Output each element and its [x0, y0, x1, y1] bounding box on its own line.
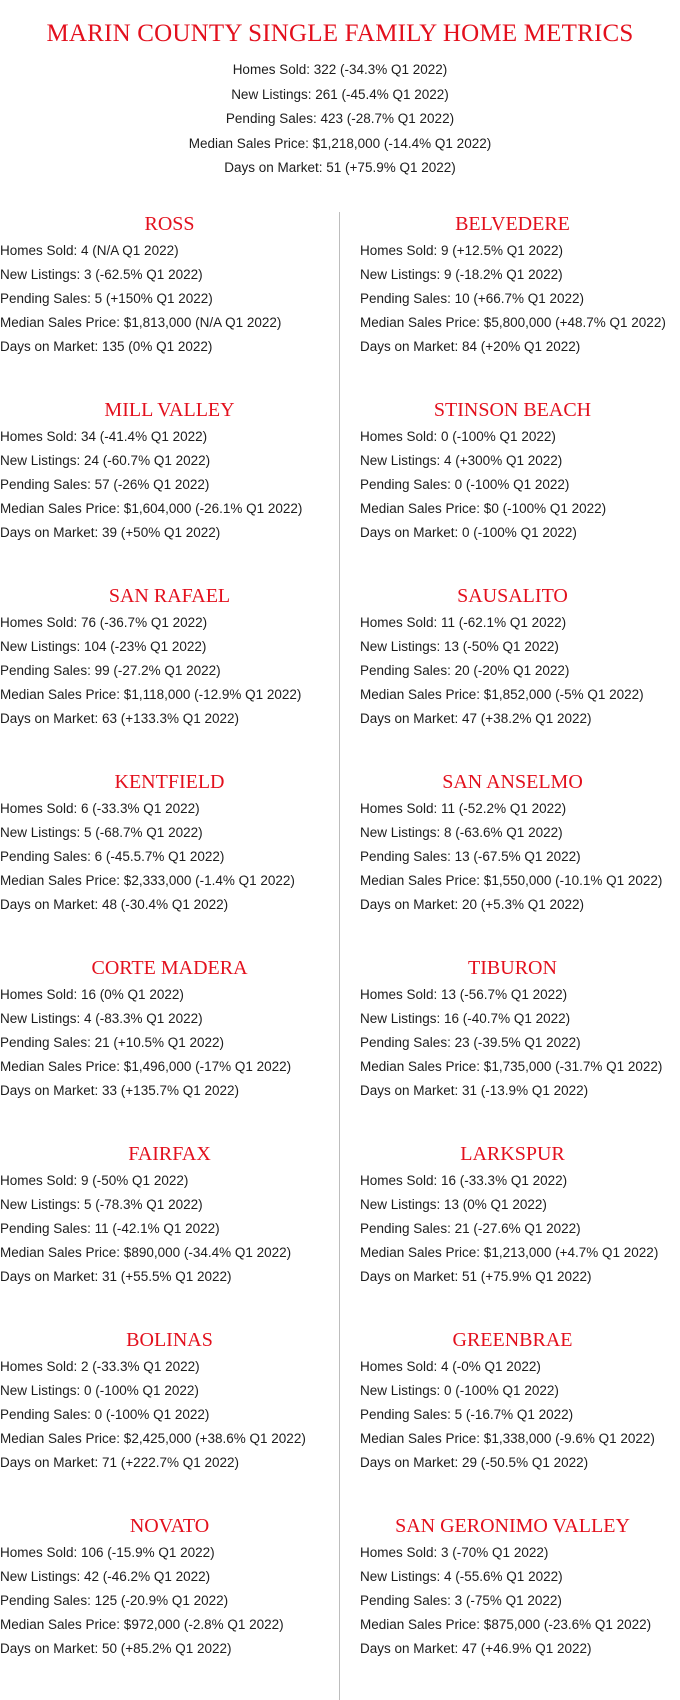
town-section	[360, 770, 680, 956]
town-section	[0, 584, 339, 770]
metric-homes-sold: Homes Sold: 9 (-50% Q1 2022)	[0, 1173, 189, 1188]
town-name: SAN ANSELMO	[442, 771, 583, 793]
metric-pending-sales: Pending Sales: 99 (-27.2% Q1 2022)	[0, 663, 221, 678]
metric-new-listings: New Listings: 3 (-62.5% Q1 2022)	[0, 267, 203, 282]
metric-new-listings: New Listings: 42 (-46.2% Q1 2022)	[0, 1569, 211, 1584]
metric-homes-sold: Homes Sold: 11 (-62.1% Q1 2022)	[360, 615, 567, 630]
metric-homes-sold: Homes Sold: 4 (N/A Q1 2022)	[0, 243, 179, 258]
town-name: BOLINAS	[126, 1329, 213, 1351]
metric-median-sales-price: Median Sales Price: $0 (-100% Q1 2022)	[360, 501, 607, 516]
town-name: FAIRFAX	[128, 1143, 211, 1165]
metric-new-listings: New Listings: 0 (-100% Q1 2022)	[360, 1383, 559, 1398]
town-name: LARKSPUR	[460, 1143, 565, 1165]
town-name: SAN GERONIMO VALLEY	[395, 1515, 630, 1537]
metric-pending-sales: Pending Sales: 6 (-45.5.7% Q1 2022)	[0, 849, 225, 864]
metric-median-sales-price: Median Sales Price: $1,813,000 (N/A Q1 2022)	[0, 315, 282, 330]
metric-median-sales-price: Median Sales Price: $972,000 (-2.8% Q1 2022)	[0, 1617, 284, 1632]
metric-new-listings: New Listings: 16 (-40.7% Q1 2022)	[360, 1011, 571, 1026]
metric-new-listings: New Listings: 5 (-68.7% Q1 2022)	[0, 825, 203, 840]
metric-median-sales-price: Median Sales Price: $1,496,000 (-17% Q1 2022)	[0, 1059, 292, 1074]
town-section	[360, 398, 680, 584]
town-section	[360, 1514, 680, 1700]
town-section	[360, 956, 680, 1142]
metric-pending-sales: Pending Sales: 3 (-75% Q1 2022)	[360, 1593, 562, 1608]
metric-new-listings: New Listings: 4 (-83.3% Q1 2022)	[0, 1011, 203, 1026]
town-section	[0, 398, 339, 584]
town-section	[0, 1514, 339, 1700]
metric-pending-sales: Pending Sales: 10 (+66.7% Q1 2022)	[360, 291, 585, 306]
metric-days-on-market: Days on Market: 47 (+46.9% Q1 2022)	[360, 1641, 592, 1656]
metric-days-on-market: Days on Market: 29 (-50.5% Q1 2022)	[360, 1455, 589, 1470]
metric-pending-sales: Pending Sales: 11 (-42.1% Q1 2022)	[0, 1221, 220, 1236]
metric-median-sales-price: Median Sales Price: $875,000 (-23.6% Q1 2022)	[360, 1617, 652, 1632]
metric-homes-sold: Homes Sold: 16 (0% Q1 2022)	[0, 987, 184, 1002]
metric-days-on-market: Days on Market: 63 (+133.3% Q1 2022)	[0, 711, 240, 726]
metric-pending-sales: Pending Sales: 5 (+150% Q1 2022)	[0, 291, 213, 306]
metric-days-on-market: Days on Market: 51 (+75.9% Q1 2022)	[360, 1269, 592, 1284]
town-name: MILL VALLEY	[104, 399, 235, 421]
town-section	[0, 212, 339, 398]
metric-days-on-market: Days on Market: 50 (+85.2% Q1 2022)	[0, 1641, 232, 1656]
metric-median-sales-price: Median Sales Price: $890,000 (-34.4% Q1 2022)	[0, 1245, 292, 1260]
right-column	[360, 212, 680, 1700]
metric-pending-sales: Pending Sales: 23 (-39.5% Q1 2022)	[360, 1035, 581, 1050]
metric-new-listings: New Listings: 24 (-60.7% Q1 2022)	[0, 453, 211, 468]
metric-pending-sales: Pending Sales: 21 (-27.6% Q1 2022)	[360, 1221, 581, 1236]
town-name: ROSS	[144, 213, 195, 235]
metric-pending-sales: Pending Sales: 21 (+10.5% Q1 2022)	[0, 1035, 225, 1050]
town-name: CORTE MADERA	[91, 957, 248, 979]
metric-median-sales-price: Median Sales Price: $1,550,000 (-10.1% Q1 2022)	[360, 873, 663, 888]
metric-median-sales-price: Median Sales Price: $2,425,000 (+38.6% Q1 2022)	[0, 1431, 306, 1446]
town-name: SAUSALITO	[457, 585, 568, 607]
page-title: MARIN COUNTY SINGLE FAMILY HOME METRICS	[46, 20, 634, 47]
metric-homes-sold: Homes Sold: 9 (+12.5% Q1 2022)	[360, 243, 563, 258]
metric-days-on-market: Days on Market: 47 (+38.2% Q1 2022)	[360, 711, 592, 726]
metric-pending-sales: Pending Sales: 0 (-100% Q1 2022)	[0, 1407, 210, 1422]
metric-days-on-market: Days on Market: 71 (+222.7% Q1 2022)	[0, 1455, 240, 1470]
metric-median-sales-price: Median Sales Price: $2,333,000 (-1.4% Q1 2022)	[0, 873, 295, 888]
metric-days-on-market: Days on Market: 33 (+135.7% Q1 2022)	[0, 1083, 240, 1098]
metric-homes-sold: Homes Sold: 34 (-41.4% Q1 2022)	[0, 429, 208, 444]
metric-homes-sold: Homes Sold: 13 (-56.7% Q1 2022)	[360, 987, 568, 1002]
town-name: STINSON BEACH	[433, 399, 592, 421]
town-section	[360, 1328, 680, 1514]
metric-new-listings: New Listings: 13 (0% Q1 2022)	[360, 1197, 547, 1212]
metric-new-listings: New Listings: 0 (-100% Q1 2022)	[0, 1383, 199, 1398]
metric-pending-sales: Pending Sales: 125 (-20.9% Q1 2022)	[0, 1593, 229, 1608]
county-summary	[0, 58, 680, 181]
metric-days-on-market: Days on Market: 84 (+20% Q1 2022)	[360, 339, 581, 354]
metric-homes-sold: Homes Sold: 76 (-36.7% Q1 2022)	[0, 615, 208, 630]
summary-days-on-market: Days on Market: 51 (+75.9% Q1 2022)	[224, 160, 456, 175]
town-name: GREENBRAE	[452, 1329, 573, 1351]
town-name: NOVATO	[129, 1515, 210, 1537]
metric-pending-sales: Pending Sales: 57 (-26% Q1 2022)	[0, 477, 210, 492]
column-divider	[339, 212, 340, 1700]
town-section	[0, 956, 339, 1142]
town-name: KENTFIELD	[114, 771, 225, 793]
town-name: SAN RAFAEL	[108, 585, 231, 607]
metric-homes-sold: Homes Sold: 4 (-0% Q1 2022)	[360, 1359, 541, 1374]
metric-new-listings: New Listings: 9 (-18.2% Q1 2022)	[360, 267, 563, 282]
metric-days-on-market: Days on Market: 31 (-13.9% Q1 2022)	[360, 1083, 589, 1098]
metric-pending-sales: Pending Sales: 0 (-100% Q1 2022)	[360, 477, 570, 492]
summary-median-price: Median Sales Price: $1,218,000 (-14.4% Q1 2022)	[188, 135, 492, 151]
metric-homes-sold: Homes Sold: 106 (-15.9% Q1 2022)	[0, 1545, 215, 1560]
metric-new-listings: New Listings: 8 (-63.6% Q1 2022)	[360, 825, 563, 840]
metric-homes-sold: Homes Sold: 6 (-33.3% Q1 2022)	[0, 801, 200, 816]
town-name: TIBURON	[468, 957, 557, 979]
summary-new-listings: New Listings: 261 (-45.4% Q1 2022)	[231, 86, 449, 102]
metric-days-on-market: Days on Market: 0 (-100% Q1 2022)	[360, 525, 577, 540]
metric-homes-sold: Homes Sold: 16 (-33.3% Q1 2022)	[360, 1173, 568, 1188]
town-name: BELVEDERE	[455, 213, 570, 235]
left-column	[0, 212, 339, 1700]
summary-homes-sold: Homes Sold: 322 (-34.3% Q1 2022)	[232, 62, 448, 77]
metric-days-on-market: Days on Market: 20 (+5.3% Q1 2022)	[360, 897, 584, 912]
metric-median-sales-price: Median Sales Price: $1,213,000 (+4.7% Q1 2022)	[360, 1245, 659, 1260]
metric-homes-sold: Homes Sold: 0 (-100% Q1 2022)	[360, 429, 556, 444]
metric-new-listings: New Listings: 4 (+300% Q1 2022)	[360, 453, 563, 468]
metric-pending-sales: Pending Sales: 20 (-20% Q1 2022)	[360, 663, 570, 678]
metric-pending-sales: Pending Sales: 5 (-16.7% Q1 2022)	[360, 1407, 574, 1422]
town-section	[0, 1328, 339, 1514]
metric-median-sales-price: Median Sales Price: $1,852,000 (-5% Q1 2022)	[360, 687, 644, 702]
metric-days-on-market: Days on Market: 135 (0% Q1 2022)	[0, 339, 213, 354]
metric-days-on-market: Days on Market: 39 (+50% Q1 2022)	[0, 525, 221, 540]
metric-days-on-market: Days on Market: 48 (-30.4% Q1 2022)	[0, 897, 229, 912]
metric-median-sales-price: Median Sales Price: $1,735,000 (-31.7% Q1 2022)	[360, 1059, 663, 1074]
metric-median-sales-price: Median Sales Price: $5,800,000 (+48.7% Q1 2022)	[360, 315, 666, 330]
metric-pending-sales: Pending Sales: 13 (-67.5% Q1 2022)	[360, 849, 581, 864]
metric-median-sales-price: Median Sales Price: $1,338,000 (-9.6% Q1 2022)	[360, 1431, 655, 1446]
town-section	[360, 584, 680, 770]
metric-median-sales-price: Median Sales Price: $1,604,000 (-26.1% Q1 2022)	[0, 501, 303, 516]
metric-new-listings: New Listings: 13 (-50% Q1 2022)	[360, 639, 559, 654]
metric-days-on-market: Days on Market: 31 (+55.5% Q1 2022)	[0, 1269, 232, 1284]
metric-new-listings: New Listings: 104 (-23% Q1 2022)	[0, 639, 207, 654]
metric-new-listings: New Listings: 4 (-55.6% Q1 2022)	[360, 1569, 563, 1584]
metric-homes-sold: Homes Sold: 2 (-33.3% Q1 2022)	[0, 1359, 200, 1374]
metric-homes-sold: Homes Sold: 3 (-70% Q1 2022)	[360, 1545, 549, 1560]
metric-median-sales-price: Median Sales Price: $1,118,000 (-12.9% Q1 2022)	[0, 687, 302, 702]
town-section	[360, 1142, 680, 1328]
town-section	[0, 770, 339, 956]
metric-homes-sold: Homes Sold: 11 (-52.2% Q1 2022)	[360, 801, 567, 816]
metric-new-listings: New Listings: 5 (-78.3% Q1 2022)	[0, 1197, 203, 1212]
summary-pending-sales: Pending Sales: 423 (-28.7% Q1 2022)	[225, 111, 455, 126]
town-section	[360, 212, 680, 398]
town-section	[0, 1142, 339, 1328]
